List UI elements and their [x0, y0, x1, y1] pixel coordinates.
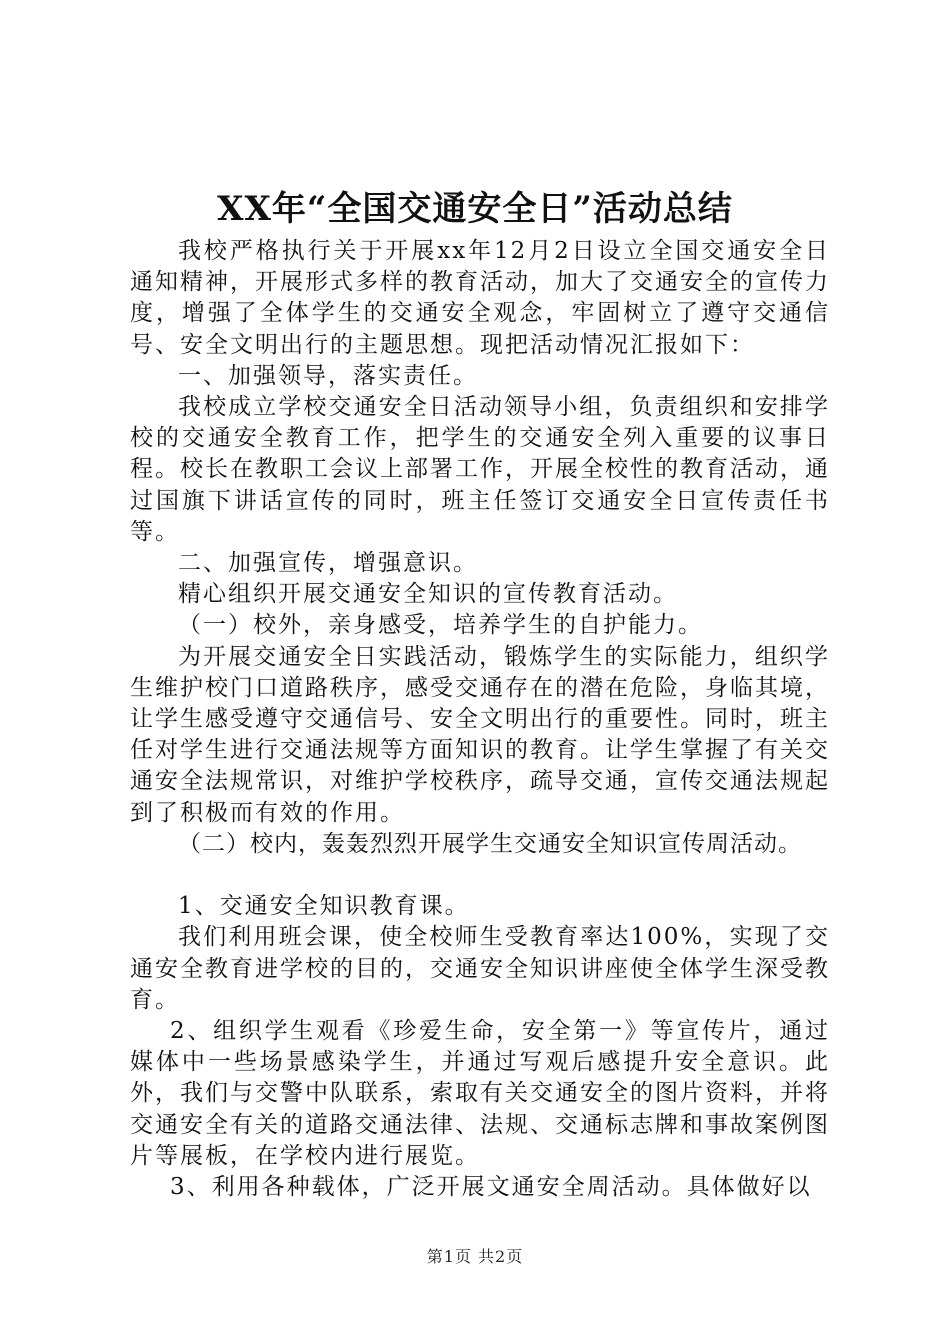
document-title: XX年“全国交通安全日”活动总结 — [217, 189, 733, 229]
paragraph-outside-school: 为开展交通安全日实践活动，锻炼学生的实际能力，组织学生维护校门口道路秩序，感受交通存在的潜在危险，身临其境，让学生感受遵守交通信号、安全文明出行的重要性。同时，班主任对学生进行交通法规等方面知识的教育。让学生掌握了有关交通安全法规常识，对维护学校秩序，疏导交通，宣传交通法规起到了积极而有效的作用。 — [130, 643, 830, 826]
heading-section-2: 二、加强宣传，增强意识。 — [178, 550, 478, 577]
document-body — [130, 236, 830, 1203]
item-1-paragraph: 我们利用班会课，使全校师生受教育率达100%，实现了交通安全教育进学校的目的，交通安全知识讲座使全体学生深受教育。 — [130, 924, 830, 1013]
item-2-paragraph: 2、组织学生观看《珍爱生命，安全第一》等宣传片，通过媒体中一些场景感染学生，并通过写观后感提升安全意识。此外，我们与交警中队联系，索取有关交通安全的图片资料，并将交通安全有关的道路交通法律、法规、交通标志牌和事故案例图片等展板，在学校内进行展览。 — [130, 1018, 830, 1169]
page-footer: 第1页 共2页 — [426, 1247, 524, 1266]
item-3-paragraph: 3、利用各种载体，广泛开展文通安全周活动。具体做好以 — [170, 1174, 812, 1201]
paragraph-section-1: 我校成立学校交通安全日活动领导小组，负责组织和安排学校的交通安全教育工作，把学生的交通安全列入重要的议事日程。校长在教职工会议上部署工作，开展全校性的教育活动，通过国旗下讲话宣传的同时，班主任签订交通安全日宣传责任书等。 — [130, 394, 830, 545]
blank-line — [130, 860, 830, 891]
subheading-outside-school: （一）校外，亲身感受，培养学生的自护能力。 — [178, 612, 703, 639]
subheading-inside-school: （二）校内，轰轰烈烈开展学生交通安全知识宣传周活动。 — [178, 830, 802, 857]
heading-section-1: 一、加强领导，落实责任。 — [178, 362, 478, 389]
paragraph-intro: 我校严格执行关于开展xx年12月2日设立全国交通安全日通知精神，开展形式多样的教育活动，加大了交通安全的宣传力度，增强了全体学生的交通安全观念，牢固树立了遵守交通信号、安全文明出行的主题思想。现把活动情况汇报如下： — [130, 238, 830, 358]
paragraph-section-2-intro: 精心组织开展交通安全知识的宣传教育活动。 — [178, 581, 678, 608]
item-1-heading: 1、交通安全知识教育课。 — [178, 893, 470, 920]
